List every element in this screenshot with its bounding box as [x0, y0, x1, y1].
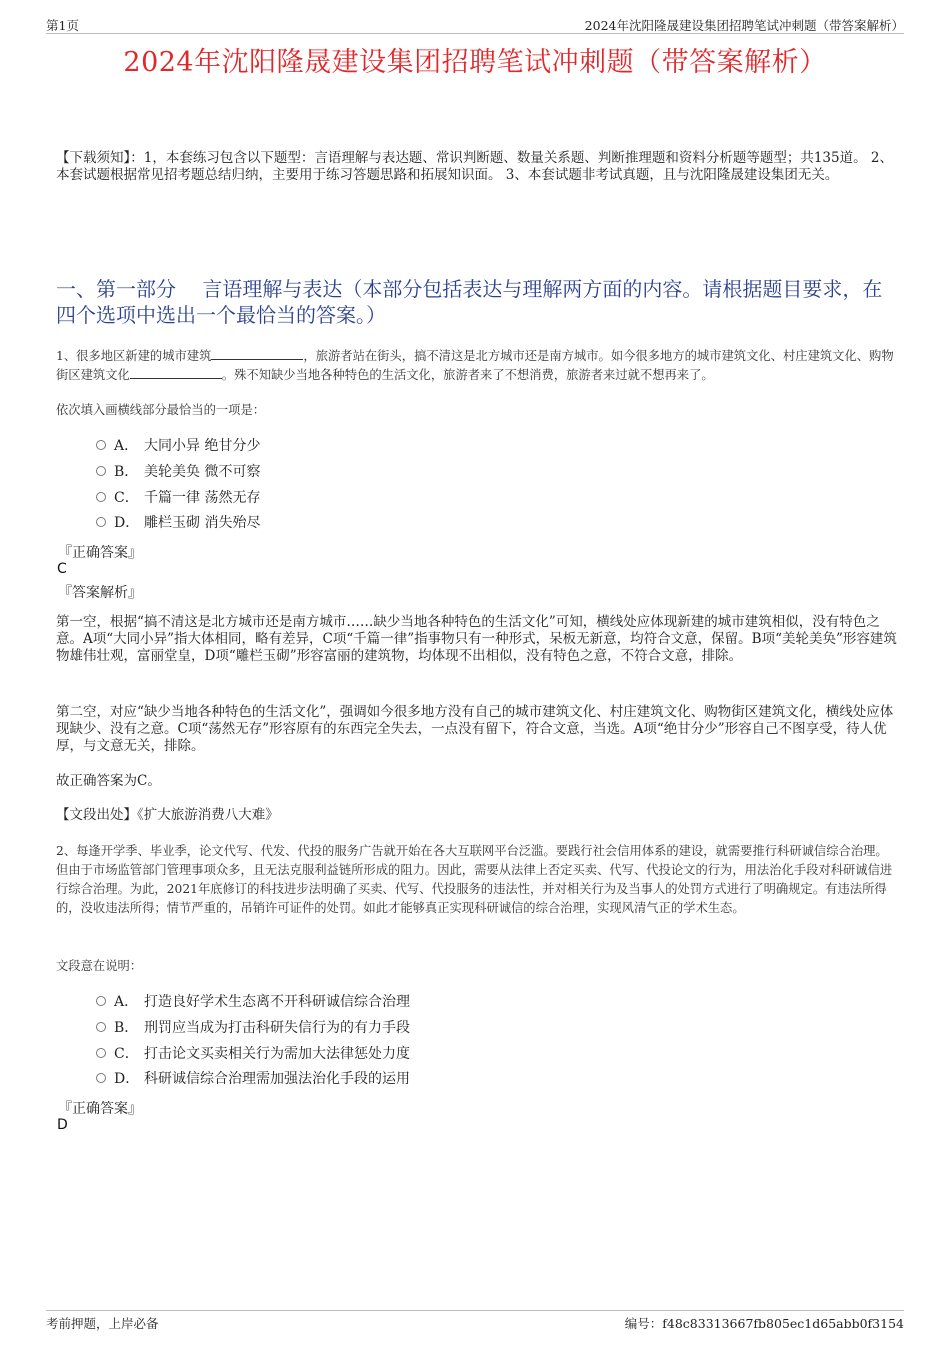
- option-letter: C．: [114, 1046, 139, 1062]
- option-letter: B．: [114, 464, 139, 480]
- option-text: 科研诚信综合治理需加强法治化手段的运用: [144, 1071, 410, 1087]
- question-2-option-d[interactable]: [96, 1069, 410, 1089]
- option-text: 大同小异 绝甘分少: [144, 438, 261, 454]
- download-notice: 【下载须知】：1，本套练习包含以下题型：言语理解与表达题、常识判断题、数量关系题、判断推理题和资料分析题等题型；共135道。 2、本套试题根据常见招考题总结归纳，主要用于练习答题思路和拓展知识面。 3、本套试题非考试真题，且与沈阳隆晟建设集团无关。: [56, 150, 893, 183]
- question-1-text: [56, 347, 898, 385]
- question-2-text: 2、每逢开学季、毕业季，论文代写、代发、代投的服务广告就开始在各大互联网平台泛滥。要践行社会信用体系的建设，就需要推行科研诚信综合治理。但由于市场监管部门管理事项众多，且无法克服利益链所形成的阻力。因此，需要从法律上否定买卖、代写、代投论文的行为，用法治化手段对科研诚信进行综合治理。为此，2021年底修订的科技进步法明确了买卖、代写、代投服务的违法性，并对相关行为及当事人的处罚方式进行了明确规定。有违法所得的，没收违法所得；情节严重的，吊销许可证件的处罚。如此才能够真正实现科研诚信的综合治理，实现风清气正的学术生态。: [56, 844, 893, 915]
- question-2-option-a[interactable]: [96, 992, 410, 1012]
- question-1-prompt: 依次填入画横线部分最恰当的一项是：: [56, 403, 266, 417]
- fill-blank-2: [130, 367, 222, 379]
- footer-serial-number: 编号：f48c83313667fb805ec1d65abb0f3154: [624, 1316, 904, 1331]
- option-letter: A．: [114, 994, 139, 1010]
- radio-icon[interactable]: [96, 517, 106, 527]
- question-1-answer: C: [57, 561, 67, 577]
- option-text: 打造良好学术生态离不开科研诚信综合治理: [144, 994, 410, 1010]
- question-1-text-part-c: 。殊不知缺少当地各种特色的生活文化，旅游者来了不想消费，旅游者来过就不想再来了。: [221, 368, 714, 382]
- question-2-prompt: 文段意在说明：: [56, 959, 143, 973]
- question-2-option-b[interactable]: [96, 1018, 410, 1038]
- question-1-conclusion: 故正确答案为C。: [56, 773, 161, 789]
- question-2-answer: D: [57, 1117, 68, 1133]
- option-letter: A．: [114, 438, 139, 454]
- radio-icon[interactable]: [96, 466, 106, 476]
- radio-icon[interactable]: [96, 440, 106, 450]
- option-letter: B．: [114, 1020, 139, 1036]
- option-text: 千篇一律 荡然无存: [144, 490, 261, 506]
- option-text: 雕栏玉砌 消失殆尽: [144, 515, 261, 531]
- question-1-analysis-label: 『答案解析』: [58, 585, 142, 601]
- radio-icon[interactable]: [96, 1073, 106, 1083]
- option-letter: D．: [114, 515, 140, 531]
- fill-blank-1: [211, 348, 303, 360]
- footer-divider: [46, 1310, 904, 1311]
- option-text: 刑罚应当成为打击科研失信行为的有力手段: [144, 1020, 410, 1036]
- radio-icon[interactable]: [96, 492, 106, 502]
- section-title: 一、第一部分 言语理解与表达（本部分包括表达与理解两方面的内容。请根据题目要求，在四个选项中选出一个最恰当的答案。）: [56, 277, 883, 327]
- header-doc-title: 2024年沈阳隆晟建设集团招聘笔试冲刺题（带答案解析）: [584, 18, 904, 33]
- radio-icon[interactable]: [96, 996, 106, 1006]
- option-text: 美轮美奂 微不可察: [144, 464, 261, 480]
- question-2-answer-label: 『正确答案』: [58, 1101, 142, 1117]
- radio-icon[interactable]: [96, 1048, 106, 1058]
- header-divider: [46, 33, 904, 34]
- radio-icon[interactable]: [96, 1022, 106, 1032]
- question-1-analysis-2: 第二空，对应“缺少当地各种特色的生活文化”，强调如今很多地方没有自己的城市建筑文化、村庄建筑文化、购物街区建筑文化，横线处应体现缺少、没有之意。C项“荡然无存”形容原有的东西完全失去，一点没有留下，符合文意，当选。A项“绝甘分少”形容自己不图享受，待人优厚，与文意无关，排除。: [56, 704, 894, 754]
- option-letter: C．: [114, 490, 139, 506]
- question-1-analysis-1: 第一空，根据“搞不清这是北方城市还是南方城市……缺少当地各种特色的生活文化”可知，横线处应体现新建的城市建筑相似，没有特色之意。A项“大同小异”指大体相同，略有差异，C项“千篇一律”指事物只有一种形式，呆板无新意，均符合文意，保留。B项“美轮美奂”形容建筑物雄伟壮观，富丽堂皇，D项“雕栏玉砌”形容富丽的建筑物，均体现不出相似，没有特色之意，不符合文意，排除。: [56, 614, 897, 664]
- option-text: 打击论文买卖相关行为需加大法律惩处力度: [144, 1046, 410, 1062]
- document-title: 2024年沈阳隆晟建设集团招聘笔试冲刺题（带答案解析）: [123, 47, 827, 78]
- question-1-option-c[interactable]: [96, 488, 260, 508]
- question-1-option-a[interactable]: [96, 436, 260, 456]
- page-number: 第1页: [46, 18, 79, 33]
- question-1-option-b[interactable]: [96, 462, 260, 482]
- question-1-option-d[interactable]: [96, 513, 260, 533]
- question-2-option-c[interactable]: [96, 1044, 410, 1064]
- question-1-answer-label: 『正确答案』: [58, 545, 142, 561]
- question-1-source: 【文段出处】《扩大旅游消费八大难》: [56, 807, 279, 823]
- question-1-text-part-b: ，旅游者站在街头，搞不清这是北方城市还是南方城市。如今很多地方的城市建筑文化、村庄建筑文化、购物街区建筑文化: [56, 349, 894, 382]
- question-1-text-part-a: 1、很多地区新建的城市建筑: [56, 349, 212, 363]
- footer-slogan: 考前押题，上岸必备: [46, 1316, 159, 1331]
- option-letter: D．: [114, 1071, 140, 1087]
